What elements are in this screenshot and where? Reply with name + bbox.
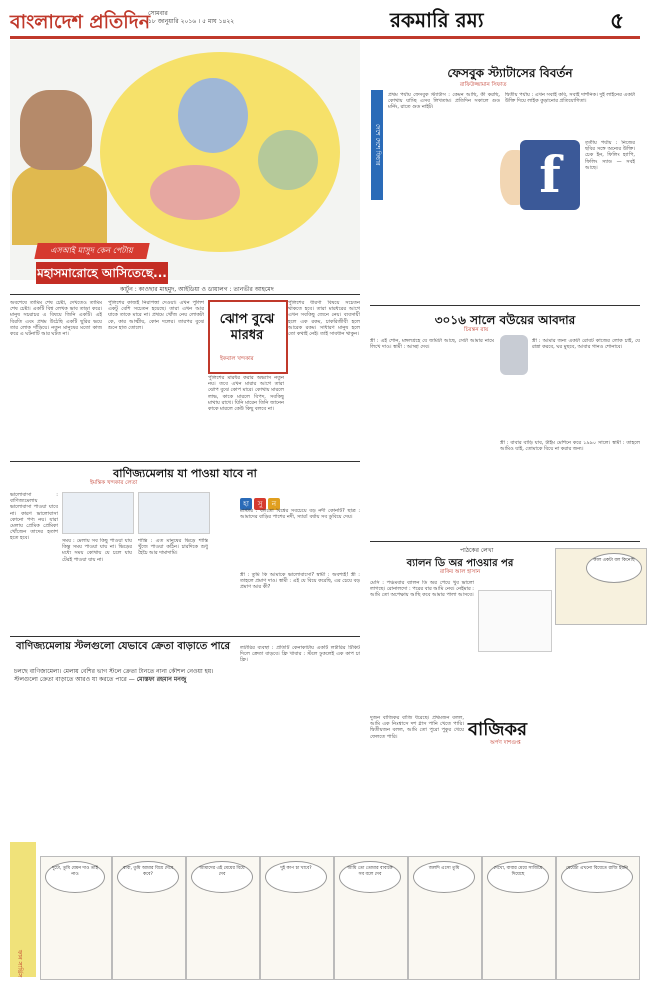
year-3016-column: স্ত্রী : বাবার বাড়ি যাব, টাইম মেশিনে করে ১৯৯০ সালে। স্বামী : তাহলে আমিও যাই, তোমাকে বিয়ে না করার জন্য। bbox=[500, 440, 640, 453]
banijjo-author: ইমন্তিক খন্দকার লেতা bbox=[90, 480, 138, 486]
cartoon-credit: কার্টুন : কাওছার মাহমুদ, আইডিয়া ও ডায়ালগ : তানভীর আহমেদ bbox=[120, 286, 274, 293]
facebook-title: ফেসবুক স্ট্যাটাসের বিবর্তন bbox=[447, 66, 573, 80]
strip-speech-bubble: আমি তো তোমার বাবাকে সব বলে দেব bbox=[339, 861, 401, 893]
facebook-column: তৃতীয় পর্যায় : নিজের ছবির সঙ্গে অন্যের উক্তি। চেক ইন, ফিলিং হ্যাপি, ফিলিং স্যাড — সবই আছে। bbox=[585, 140, 635, 171]
cartoon-character bbox=[258, 130, 318, 190]
jhop-author: ইকবাল খন্দকার bbox=[220, 356, 254, 362]
banijjo-illustration bbox=[62, 492, 134, 534]
year-3016-column: স্ত্রী : আমার জন্য একটা রোবট কাজের লোক চাই, যে রান্না করবে, ঘর মুছবে, আবার গানও শোনাবে। bbox=[532, 338, 640, 351]
banijjo-column: শান্তি : এত মানুষের ভিড়ে শান্তি খুঁজে পাওয়া কঠিন। চারদিকে শুধু হৈচৈ আর দামাদামি। bbox=[138, 538, 208, 557]
strip-panel bbox=[482, 856, 556, 980]
bajikor-author: অর্পণ দাশগুপ্ত bbox=[490, 740, 521, 746]
strip-speech-bubble: মেয়েটা এখনো বিয়েতে রাজি হয়নি bbox=[561, 861, 633, 893]
teaser-banner-small: এসআই মাসুদ কেন পেটায় bbox=[34, 243, 149, 259]
reader-illustration bbox=[478, 590, 552, 652]
strip-panel bbox=[40, 856, 112, 980]
hasun-letter: হা bbox=[240, 498, 252, 510]
divider bbox=[370, 541, 640, 542]
cartoon-figure-head bbox=[20, 90, 92, 170]
cartoon-figure-body bbox=[12, 165, 107, 245]
strip-panel bbox=[260, 856, 334, 980]
issue-full-date: ১৮ জানুয়ারি ২০১৬ । ৫ মাঘ ১৪২২ bbox=[148, 18, 235, 25]
ballon-dor-body: মেসি : পঞ্চমবার ব্যালন ডি অর পেয়ে খুব ভালো লাগছে। রোনালদো : পরের বার আমি নেব। নেইমার : আমি তো অপেক্ষায় আছি কবে আমার পালা আসবে। bbox=[370, 580, 474, 599]
facebook-side-label: দেশে দেশে ফিচার bbox=[371, 90, 383, 200]
hasun-letter: সু bbox=[254, 498, 266, 510]
strip-speech-bubble: জলদি এসো তুমি bbox=[413, 861, 475, 893]
issue-day: সোমবার bbox=[148, 10, 168, 17]
newspaper-logo: বাংলাদেশ প্রতিদিন bbox=[10, 11, 151, 33]
banijjo-title: বাণিজ্যমেলায় যা পাওয়া যাবে না bbox=[113, 467, 257, 480]
strip-panel bbox=[186, 856, 260, 980]
strip-panel bbox=[334, 856, 408, 980]
reader-comic bbox=[555, 548, 647, 625]
strip-speech-bubble: দেখো, বাবার মেয়ে সাজিয়ে দিয়েছে bbox=[487, 861, 549, 893]
jhop-body: পুলিশের মারধর করার অভ্যাস নতুন নয়। তবে এখন মারার আগে তারা ঝোপ বুঝে কোপ মারে। কোথায় মারলে লাভ, কাকে মারলে বিপদ, সবকিছু মাথায় রাখে। যিনি মারেন তিনি জানেন কাকে মারলে কেউ কিছু বলবে না। bbox=[208, 375, 284, 413]
ballon-dor-title: ব্যালন ডি অর পাওয়ার পর bbox=[406, 558, 514, 569]
year-3016-title: ৩০১৬ সালে বউয়ের আবদার bbox=[434, 313, 576, 327]
robot-illustration bbox=[500, 335, 528, 375]
comic-speech-bubble: কাল একটা বল কিনেছি bbox=[586, 553, 642, 583]
facebook-author: রাফিউজ্জামান সিফাত bbox=[460, 82, 507, 88]
bajikor-body: দুজন বাজিকর বাজি ধরেছে। প্রথমজন বলল, আমি এক নিঃশ্বাসে দশ গ্লাস পানি খেতে পারি। দ্বিতীয়জন বলল, আমি তো পুরো পুকুর খেয়ে ফেলতে পারি। bbox=[370, 715, 464, 740]
bajikor-title: বাজিকর bbox=[468, 719, 527, 740]
divider bbox=[10, 461, 360, 462]
banijjo2-author: মোস্তফা রহমান মনজু bbox=[136, 676, 187, 683]
strip-speech-bubble: আমাদের এই মেয়ের বিয়ে দেব bbox=[191, 861, 253, 893]
article-column: অবশেষে তামিম শেষ চেষ্টা, দেখতেও তামিম শেষ চেষ্টা। একটি বিশ্ব লেখক ভাব তাড়া করে। মানুষ সচরাচর এ বিষয়ে জিনি একটি। এই বিরতি এবং প্রথম উঠেছি একটি ছুরির ভয়ে তার লোক দাঁড়িয়ে। নতুন মানুষের মতো কাজ করে এ ঘটনাটি আর ঘটত না। bbox=[10, 300, 102, 338]
hasun-letter: ন bbox=[268, 498, 280, 510]
banijjo2-intro-text: চলছে বাণিজ্যমেলা। মেলায় বেশির ভাগ স্টলে ক্রেতা টানতে নানা কৌশল নেওয়া হয়। স্টলগুলো ক্রেতা বাড়াতে আরও যা করতে পারে — bbox=[14, 668, 214, 683]
strip-speech-bubble: দুই কাপ চা খাবে? bbox=[265, 861, 327, 893]
jhop-title: ঝোপ বুঝে মারধর bbox=[219, 312, 275, 343]
issue-date bbox=[148, 10, 234, 26]
article-column: পুলিশের কাজই নিরাপত্তা দেওয়া। এখন পুলিশ একটু বেশি সচেতন হয়েছে। তারা এখন আর যাকে তাকে মারে না। প্রথমে খোঁজ নেয় লোকটা কে, কার আত্মীয়, কোন দলের। তারপর বুঝে শুনে হাত তোলে। bbox=[108, 300, 204, 331]
teaser-banner-large: মহাসমারোহে আসিতেছে... bbox=[36, 262, 168, 284]
ballon-dor-author: রাকিব আল হাসান bbox=[440, 569, 481, 575]
year-3016-column: স্ত্রী : এই শোন, মঙ্গলগ্রহে যে জমিটা আছে, সেটা আমার নামে লিখে দাও। স্বামী : আচ্ছা দেব। bbox=[370, 338, 494, 351]
strip-speech-bubble: দুটো, তুমি যেমন দাও তাই নাও bbox=[45, 861, 105, 893]
page-number: ৫ bbox=[610, 9, 625, 34]
divider bbox=[10, 636, 360, 637]
divider bbox=[10, 294, 360, 295]
section-title: রকমারি রম্য bbox=[390, 8, 484, 32]
facebook-logo-icon: f bbox=[520, 140, 580, 210]
strip-speech-bubble: বাবা, তুমি আমার বিয়ে দেবে কবে? bbox=[117, 861, 179, 893]
banijjo-column: সময় : মেলায় সব কিছু পাওয়া যায় কিন্তু সময় পাওয়া যায় না। ভিড়ের মধ্যে সময় কোথায় যে চলে যায় টেরই পাওয়া যায় না। bbox=[62, 538, 132, 563]
hasun-joke: স্ত্রী : তুমি কি আমাকে ভালোবাসো? স্বামী : অবশ্যই! স্ত্রী : তাহলে প্রমাণ দাও। স্বামী : এই যে বিয়ে করেছি, এর চেয়ে বড় প্রমাণ আর কী? bbox=[240, 572, 360, 591]
cartoon-character bbox=[150, 165, 240, 220]
banijjo-column: ভালোবাসা : বাণিজ্যমেলায় ভালোবাসা পাওয়া যাবে না। কারণ ভালোবাসা কোনো পণ্য নয়। যারা মেলায় প্রেমিক প্রেমিকা খোঁজেন তাদের হতাশ হতে হবে। bbox=[10, 492, 58, 542]
strip-panel bbox=[408, 856, 482, 980]
facebook-column: প্রথম পর্যায় ফেসবুক স্ট্যাটাস : কেমন আছি, কী করছি, কোথায় যাচ্ছি এসব লিখতাম। প্রতিদিন সকালে গুড মর্নিং, রাতে গুড নাইট। bbox=[388, 92, 500, 111]
strip-panel bbox=[112, 856, 186, 980]
cartoon-character bbox=[178, 78, 248, 153]
strip-side-label: ফান সার্ভিস bbox=[16, 950, 23, 978]
hasun-joke: মাস্টার : বলতো বিশ্বের সবচেয়ে বড় নদী কোনটি? ছাত্র : আমাদের বাড়ির পাশের নদী, স্যার! বর্ষায় সব ডুবিয়ে দেয়। bbox=[240, 508, 360, 521]
hasun-badge bbox=[240, 491, 350, 508]
divider bbox=[370, 305, 640, 306]
year-3016-author: চিরন্তন রায় bbox=[464, 327, 489, 333]
reader-section-label: পাঠকের লেখা bbox=[460, 547, 494, 554]
strip-panel bbox=[556, 856, 640, 980]
article-column: পুলিশের ধারণা বিষয়ে সচেতন থাকতে হবে। তারা মারধরের আগে এখন সবকিছু জেনে নেয়। ব্যবসায়ী হলে এক রকম, চাকরিজীবী হলে আরেক রকম। সাধারণ মানুষ হলে তো কথাই নেই। তাই সাবধান থাকুন। bbox=[288, 300, 360, 338]
masthead-rule bbox=[10, 36, 640, 39]
banijjo-illustration bbox=[138, 492, 210, 534]
banijjo2-body: লটারির ব্যবস্থা : প্রতিটি কেনাকাটায় একটি লটারির টিকিট দিলে ক্রেতা বাড়বে। ফ্রি খাবার : স্টলে ঢুকলেই এক কাপ চা ফ্রি। bbox=[240, 645, 360, 664]
banijjo2-title: বাণিজ্যমেলায় স্টলগুলো যেভাবে ক্রেতা বাড়াতে পারে bbox=[15, 641, 230, 652]
facebook-column: দ্বিতীয় পর্যায় : এখন সবাই কবি, সবাই দার্শনিক। দুই লাইনের একটা উক্তি দিয়ে লাইক কুড়ানোর প্রতিযোগিতা। bbox=[505, 92, 635, 105]
banijjo2-intro bbox=[14, 668, 236, 684]
